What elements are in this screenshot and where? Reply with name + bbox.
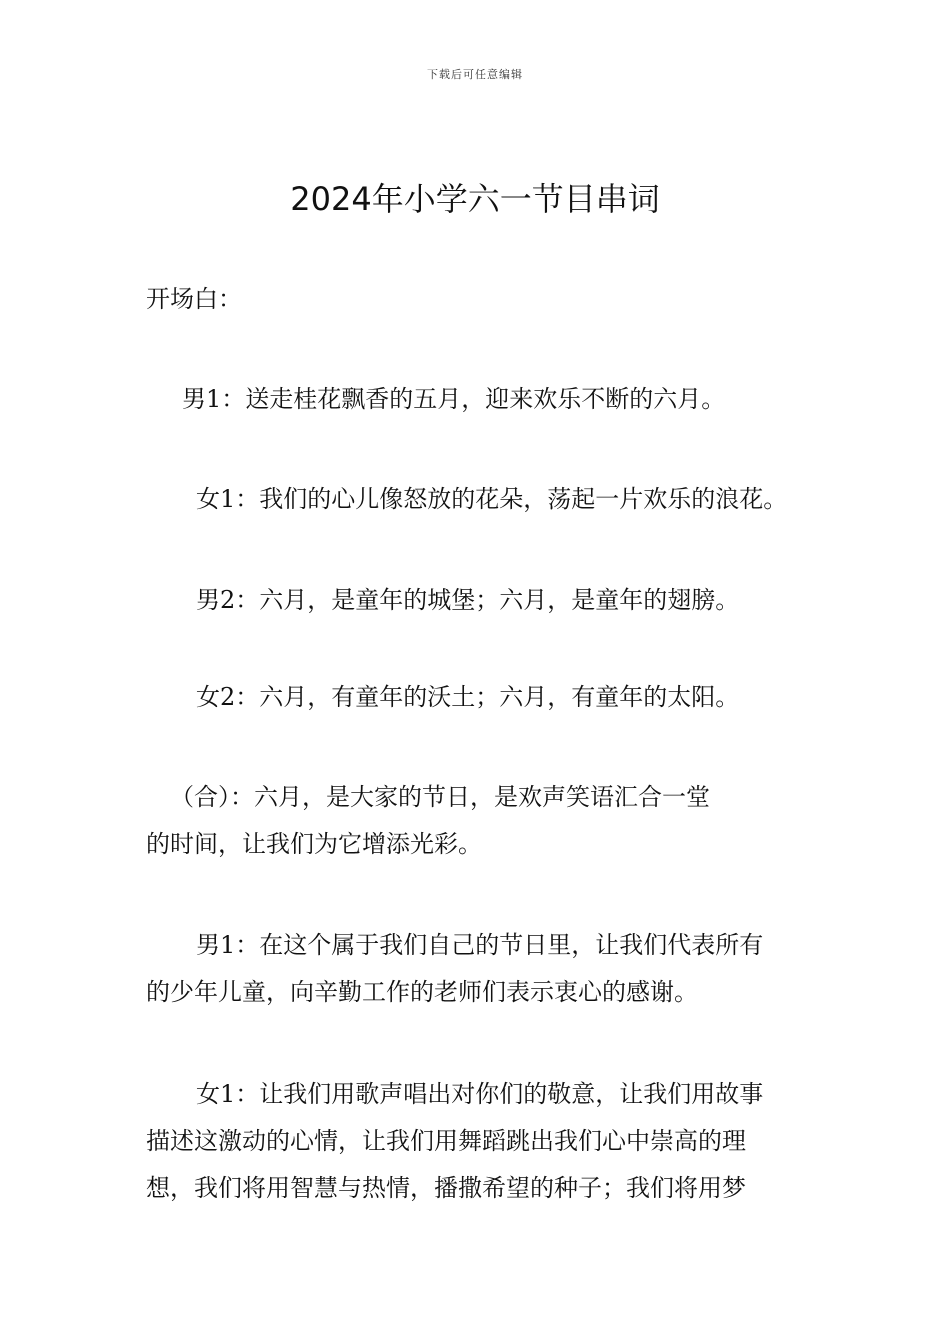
paragraph-line: 男2：六月，是童年的城堡；六月，是童年的翅膀。 bbox=[196, 586, 740, 614]
paragraph-opening bbox=[146, 276, 826, 323]
paragraph-male2 bbox=[196, 577, 876, 624]
paragraph-line: 的少年儿童，向辛勤工作的老师们表示衷心的感谢。 bbox=[146, 978, 698, 1006]
paragraph-male1-a bbox=[182, 376, 862, 423]
paragraph-line: 女1：我们的心儿像怒放的花朵，荡起一片欢乐的浪花。 bbox=[196, 485, 788, 513]
paragraph-line: 想，我们将用智慧与热情，播撒希望的种子；我们将用梦 bbox=[146, 1174, 746, 1202]
paragraph-line: 描述这激动的心情，让我们用舞蹈跳出我们心中崇高的理 bbox=[146, 1127, 746, 1155]
paragraph-female1-a bbox=[196, 476, 876, 523]
paragraph-line: 女2：六月，有童年的沃土；六月，有童年的太阳。 bbox=[196, 683, 740, 711]
paragraph-line: 的时间，让我们为它增添光彩。 bbox=[146, 830, 482, 858]
paragraph-together bbox=[146, 774, 826, 868]
paragraph-line: （合）：六月，是大家的节日，是欢声笑语汇合一堂 bbox=[170, 783, 710, 811]
header-note: 下载后可任意编辑 bbox=[427, 68, 523, 81]
paragraph-male1-b bbox=[146, 922, 826, 1016]
document-title: 2024年小学六一节目串词 bbox=[290, 180, 660, 218]
paragraph-line: 男1：在这个属于我们自己的节日里，让我们代表所有 bbox=[196, 931, 764, 959]
paragraph-female1-b bbox=[146, 1071, 826, 1212]
paragraph-line: 男1：送走桂花飘香的五月，迎来欢乐不断的六月。 bbox=[182, 385, 726, 413]
paragraph-line: 开场白： bbox=[146, 285, 242, 313]
paragraph-female2 bbox=[196, 674, 876, 721]
paragraph-line: 女1：让我们用歌声唱出对你们的敬意，让我们用故事 bbox=[196, 1080, 764, 1108]
